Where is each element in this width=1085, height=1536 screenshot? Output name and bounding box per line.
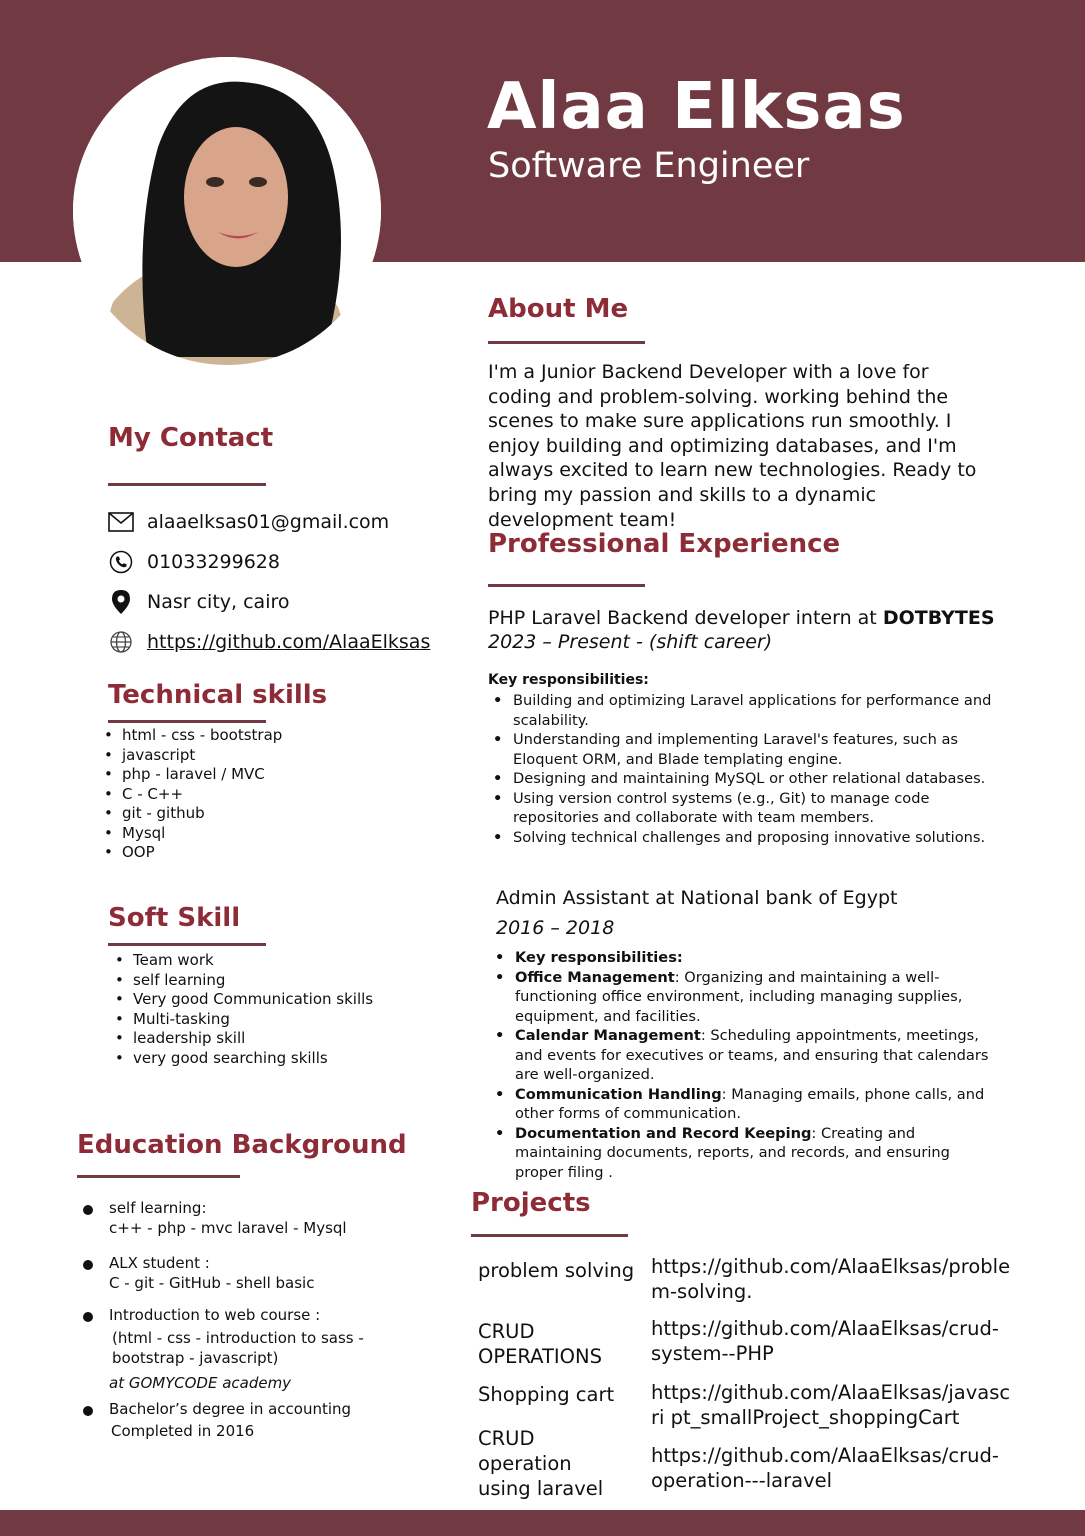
about-text: I'm a Junior Backend Developer with a love for coding and problem-solving. working behind the scenes to make sure applications run smoothly. I enjoy building and optimizing databases, and I'm always excited to learn new technologies. Ready to bring my passion and skills to a dynamic development team! xyxy=(488,361,977,531)
list-item: • Documentation and Record Keeping: Creating and maintaining documents, reports, and records, and ensuring proper filing . xyxy=(490,1124,995,1183)
project-link[interactable]: https://github.com/AlaaElksas/crud-system--PHP xyxy=(651,1317,999,1365)
job1-dates: 2023 – Present - (shift career) xyxy=(488,631,773,653)
education-heading: Education Background xyxy=(77,1130,407,1160)
contact-phone[interactable] xyxy=(108,547,280,577)
github-link[interactable]: https://github.com/AlaaElksas xyxy=(147,631,431,653)
job2-responsibilities xyxy=(490,948,995,1182)
project-link[interactable]: https://github.com/AlaaElksas/proble m-solving. xyxy=(651,1255,1011,1303)
list-item: • C - C++ xyxy=(102,785,282,805)
education-rule xyxy=(77,1175,240,1178)
profile-photo xyxy=(73,57,381,365)
education-item: Introduction to web course : (html - css - introduction to sass - bootstrap - javascript) at GOMYCODE academy xyxy=(80,1305,364,1393)
project-name: Shopping cart xyxy=(478,1383,615,1406)
phone-text: 01033299628 xyxy=(147,551,280,573)
list-item: • Building and optimizing Laravel applications for performance and scalability. xyxy=(488,691,1013,730)
footer-band xyxy=(0,1510,1085,1536)
bullet-dot xyxy=(83,1312,93,1322)
technical-skills-list xyxy=(102,726,282,863)
projects-heading: Projects xyxy=(471,1188,591,1218)
list-item: • Mysql xyxy=(102,824,282,844)
soft-skills-list xyxy=(113,951,373,1068)
list-item: • Understanding and implementing Laravel's features, such as Eloquent ORM, and Blade templating engine. xyxy=(488,730,1013,769)
education-item: ALX student : C - git - GitHub - shell basic xyxy=(80,1253,314,1293)
envelope-icon xyxy=(108,509,134,535)
bullet-dot xyxy=(83,1260,93,1270)
bullet-dot xyxy=(83,1205,93,1215)
contact-email[interactable] xyxy=(108,507,389,537)
bullet-dot xyxy=(83,1406,93,1416)
experience-rule xyxy=(488,584,645,587)
list-item: • Team work xyxy=(113,951,373,971)
technical-heading: Technical skills xyxy=(108,680,328,710)
education-item: Bachelor’s degree in accounting Completed in 2016 xyxy=(80,1399,351,1441)
job2-title: Admin Assistant at National bank of Egypt xyxy=(496,887,898,909)
list-item: • Using version control systems (e.g., Git) to manage code repositories and collaborate with team members. xyxy=(488,789,1013,828)
list-item: • Solving technical challenges and proposing innovative solutions. xyxy=(488,828,1013,848)
list-item: • Office Management: Organizing and maintaining a well-functioning office environment, including managing supplies, equipment, and facilities. xyxy=(490,968,995,1027)
experience-heading: Professional Experience xyxy=(488,529,841,559)
technical-rule xyxy=(108,720,266,723)
list-item: • Multi-tasking xyxy=(113,1010,373,1030)
list-item: • Very good Communication skills xyxy=(113,990,373,1010)
list-item: • git - github xyxy=(102,804,282,824)
email-text: alaaelksas01@gmail.com xyxy=(147,511,390,533)
location-text: Nasr city, cairo xyxy=(147,591,290,613)
list-item: • Designing and maintaining MySQL or other relational databases. xyxy=(488,769,1013,789)
job1-responsibilities xyxy=(488,691,1013,847)
project-name: CRUD OPERATIONS xyxy=(478,1320,602,1368)
job2-dates: 2016 – 2018 xyxy=(496,917,615,939)
soft-heading: Soft Skill xyxy=(108,903,241,933)
list-item: • self learning xyxy=(113,971,373,991)
project-link[interactable]: https://github.com/AlaaElksas/crud-operation---laravel xyxy=(651,1444,999,1492)
about-heading: About Me xyxy=(488,294,629,324)
list-item: • html - css - bootstrap xyxy=(102,726,282,746)
globe-icon xyxy=(108,629,134,655)
list-item: • php - laravel / MVC xyxy=(102,765,282,785)
list-item: • Calendar Management: Scheduling appointments, meetings, and events for executives or teams, and ensuring that calendars are well-organized. xyxy=(490,1026,995,1085)
education-item: self learning: c++ - php - mvc laravel - Mysql xyxy=(80,1198,347,1238)
contact-github[interactable] xyxy=(108,627,430,657)
map-pin-icon xyxy=(108,589,134,615)
projects-rule xyxy=(471,1234,628,1237)
soft-rule xyxy=(108,943,266,946)
list-item: • very good searching skills xyxy=(113,1049,373,1069)
contact-rule xyxy=(108,483,266,486)
list-item: • javascript xyxy=(102,746,282,766)
project-link[interactable]: https://github.com/AlaaElksas/javascri pt_smallProject_shoppingCart xyxy=(651,1381,1011,1429)
project-name: problem solving xyxy=(478,1259,635,1282)
about-rule xyxy=(488,341,645,344)
job1-responsibilities-title: Key responsibilities: xyxy=(488,672,649,688)
list-item: • Key responsibilities: xyxy=(490,948,995,968)
phone-icon xyxy=(108,549,134,575)
job1-title: PHP Laravel Backend developer intern at DOTBYTES xyxy=(488,607,995,629)
contact-heading: My Contact xyxy=(108,423,274,453)
job1-company: DOTBYTES xyxy=(882,607,995,629)
list-item: • Communication Handling: Managing emails, phone calls, and other forms of communication. xyxy=(490,1085,995,1124)
list-item: • OOP xyxy=(102,843,282,863)
contact-location xyxy=(108,587,290,617)
project-name: CRUD operation using laravel xyxy=(478,1427,604,1500)
job-title: Software Engineer xyxy=(488,146,810,186)
list-item: • leadership skill xyxy=(113,1029,373,1049)
person-name: Alaa Elksas xyxy=(487,70,906,144)
